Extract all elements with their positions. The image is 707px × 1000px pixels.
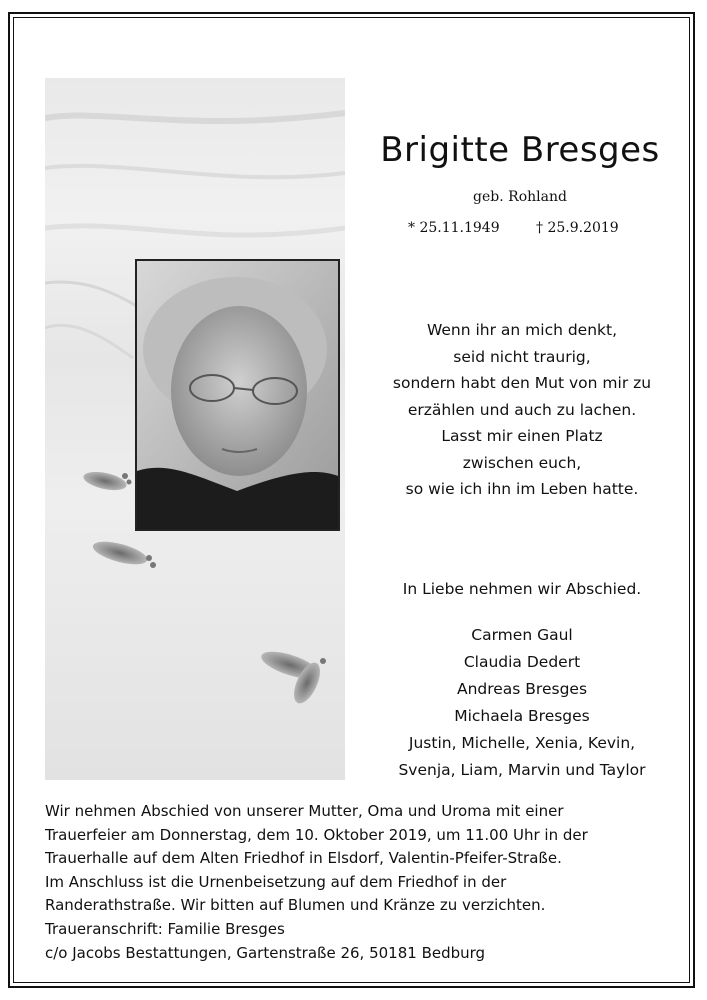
poem-line: zwischen euch,	[462, 453, 582, 472]
poem-line: Lasst mir einen Platz	[441, 427, 603, 445]
notice-line: c/o Jacobs Bestattungen, Gartenstraße 26, 50181 Bedburg	[45, 943, 486, 962]
funeral-notice	[45, 800, 685, 965]
mourner-name: Andreas Bresges	[456, 680, 588, 698]
mourner-name: Svenja, Liam, Marvin und Taylor	[398, 761, 646, 779]
footprint-2	[91, 537, 156, 569]
poem-line: sondern habt den Mut von mir zu	[392, 374, 652, 392]
birth-date: * 25.11.1949	[408, 220, 500, 236]
notice-line: Wir nehmen Abschied von unserer Mutter, Oma und Uroma mit einer	[45, 802, 564, 820]
farewell-line: In Liebe nehmen wir Abschied.	[402, 580, 642, 598]
mourners-list	[352, 622, 692, 784]
poem-line: Wenn ihr an mich denkt,	[426, 321, 618, 339]
portrait-image	[137, 261, 338, 529]
death-date: † 25.9.2019	[536, 220, 619, 236]
poem-line: so wie ich ihn im Leben hatte.	[405, 480, 639, 498]
notice-line: Trauerfeier am Donnerstag, dem 10. Oktober 2019, um 11.00 Uhr in der	[45, 825, 588, 844]
notice-line: Im Anschluss ist die Urnenbeisetzung auf dem Friedhof in der	[45, 872, 507, 891]
portrait-photo	[135, 259, 340, 531]
mourner-name: Claudia Dedert	[463, 653, 581, 671]
birth-name: geb. Rohland	[473, 189, 567, 205]
mourner-name: Michaela Bresges	[454, 707, 590, 725]
mourner-name: Carmen Gaul	[471, 626, 573, 644]
poem-line: erzählen und auch zu lachen.	[407, 400, 637, 419]
notice-line: Trauerhalle auf dem Alten Friedhof in Elsdorf, Valentin-Pfeifer-Straße.	[45, 849, 562, 868]
notice-line: Traueranschrift: Familie Bresges	[45, 919, 285, 938]
poem-line: seid nicht traurig,	[453, 347, 591, 366]
memorial-poem	[352, 317, 692, 503]
mourner-name: Justin, Michelle, Xenia, Kevin,	[408, 734, 636, 752]
notice-line: Randerathstraße. Wir bitten auf Blumen und Kränze zu verzichten.	[45, 896, 546, 915]
footprint-3	[258, 646, 326, 707]
deceased-name: Brigitte Bresges	[380, 130, 660, 170]
footprint-1	[82, 469, 132, 494]
